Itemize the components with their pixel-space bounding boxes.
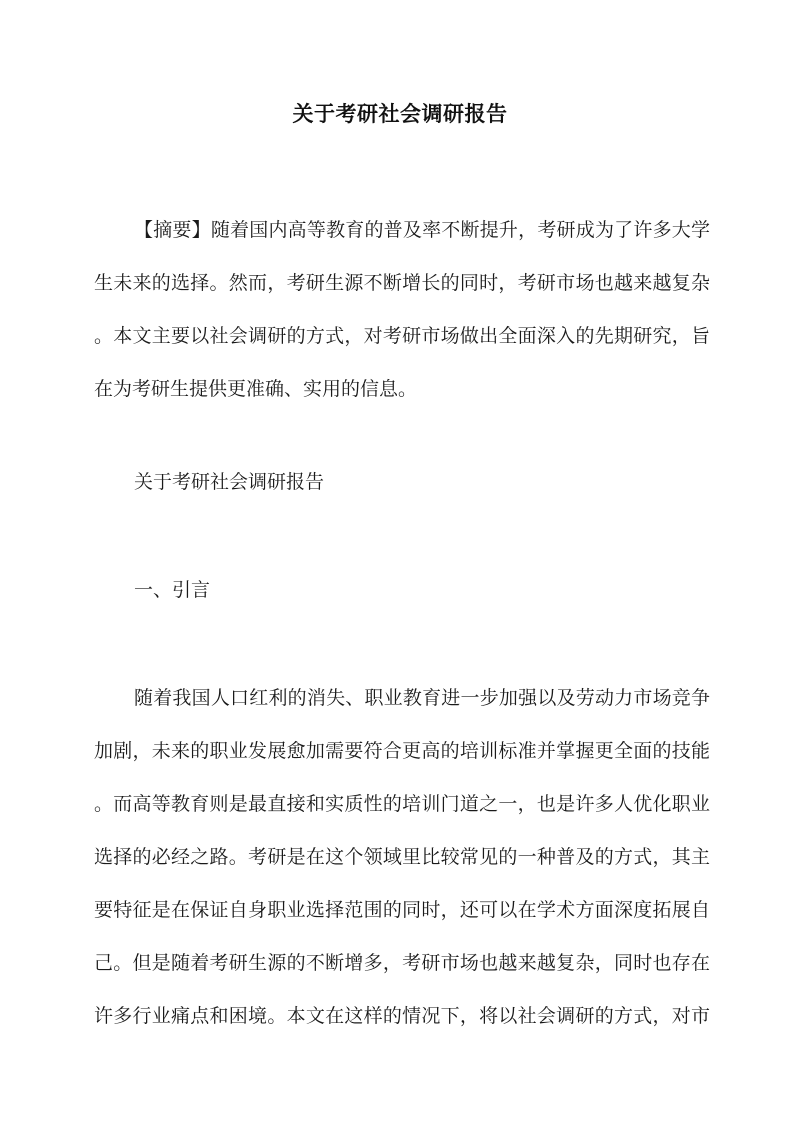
document-title: 关于考研社会调研报告 <box>292 101 508 126</box>
abstract-paragraph <box>94 204 710 416</box>
abstract-line: 在为考研生提供更准确、实用的信息。 <box>94 378 418 400</box>
body-line: 随着我国人口红利的消失、职业教育进一步加强以及劳动力市场竞争 <box>134 687 710 709</box>
abstract-line: 生未来的选择。然而，考研生源不断增长的同时，考研市场也越来越复杂 <box>94 272 710 294</box>
body-line: 加剧，未来的职业发展愈加需要符合更高的培训标准并掌握更全面的技能 <box>94 740 710 762</box>
body-line: 要特征是在保证自身职业选择范围的同时，还可以在学术方面深度拓展自 <box>94 899 710 921</box>
abstract-line: 。本文主要以社会调研的方式，对考研市场做出全面深入的先期研究，旨 <box>94 325 710 347</box>
body-line: 。而高等教育则是最直接和实质性的培训门道之一，也是许多人优化职业 <box>94 793 710 815</box>
body-line: 己。但是随着考研生源的不断增多，考研市场也越来越复杂，同时也存在 <box>94 952 710 974</box>
introduction-paragraph <box>94 672 710 1043</box>
abstract-line: 【摘要】随着国内高等教育的普及率不断提升，考研成为了许多大学 <box>134 219 710 241</box>
report-subtitle: 关于考研社会调研报告 <box>134 471 325 493</box>
section-heading-introduction: 一、引言 <box>134 579 211 601</box>
body-line: 许多行业痛点和困境。本文在这样的情况下，将以社会调研的方式，对市 <box>94 1005 710 1027</box>
body-line: 选择的必经之路。考研是在这个领域里比较常见的一种普及的方式，其主 <box>94 846 710 868</box>
